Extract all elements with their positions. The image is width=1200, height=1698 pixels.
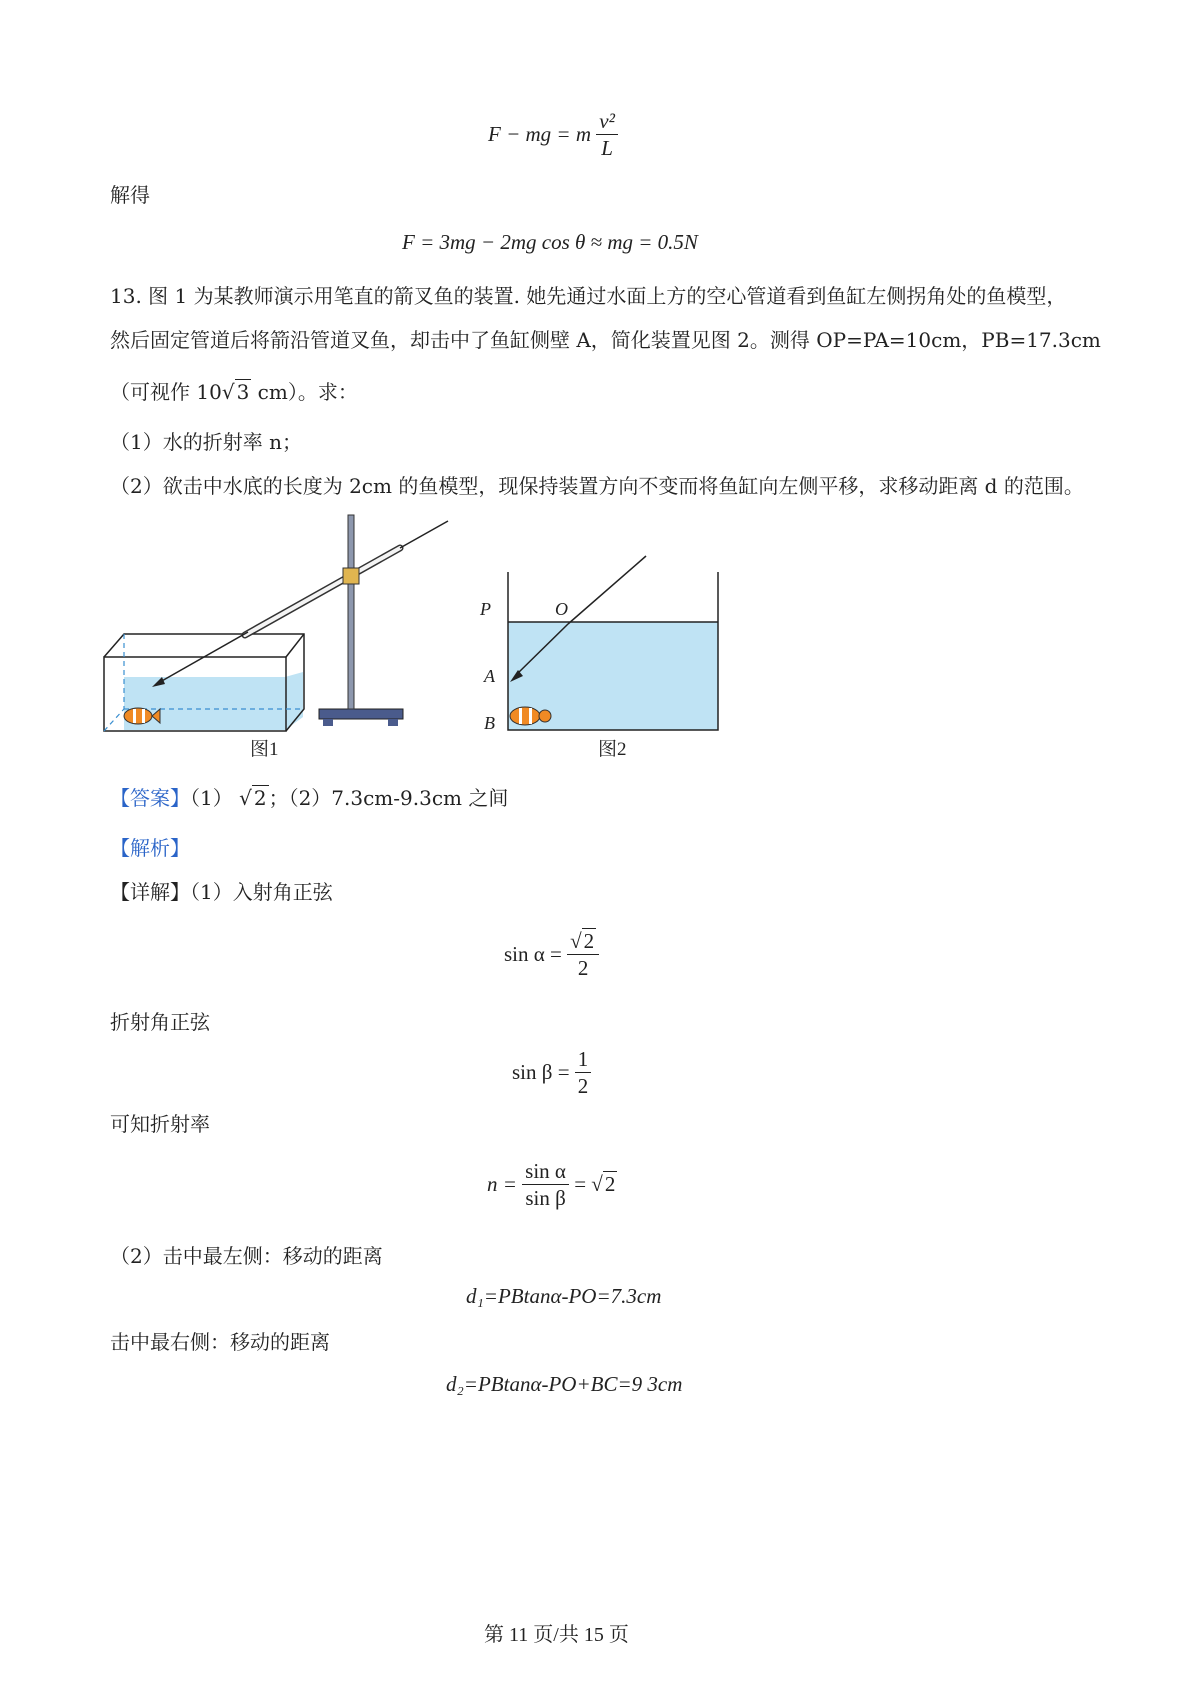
text-jiede: 解得 <box>110 183 150 207</box>
text-know-n: 可知折射率 <box>110 1112 210 1136</box>
text-refraction-sine: 折射角正弦 <box>110 1010 210 1034</box>
sqrt-radicand: 3 <box>236 380 250 404</box>
figure-apparatus <box>0 512 1200 772</box>
problem-line-2: 然后固定管道后将箭沿管道叉鱼，却击中了鱼缸侧壁 A，简化装置见图 2。测得 OP=PA=10cm，PB=17.3cm <box>110 328 1101 352</box>
label-B: B <box>484 713 495 733</box>
sin-alpha-radicand: 2 <box>583 929 595 953</box>
sin-beta-denominator: 2 <box>577 1074 589 1098</box>
n-fraction <box>522 1158 569 1211</box>
problem-coefficient: 10 <box>196 380 222 404</box>
fish-model-fig2 <box>510 707 551 725</box>
problem-line-3 <box>110 378 358 406</box>
problem-line-3-pre: （可视作 <box>110 380 190 404</box>
analysis-tag: 【解析】 <box>110 836 190 860</box>
fraction-numerator: v² <box>596 108 618 135</box>
equation-force: F = 3mg − 2mg cos θ ≈ mg = 0.5N <box>402 230 698 254</box>
answer-line <box>110 784 508 812</box>
text-part2-right: 击中最右侧：移动的距离 <box>110 1330 330 1354</box>
sqrt-symbol: √ 3 <box>221 380 250 404</box>
equation-lhs: F − mg = m <box>488 122 592 146</box>
sin-alpha-numerator: √2 <box>567 928 599 955</box>
n-sqrt: √2 <box>591 1172 616 1196</box>
equation-fraction <box>596 108 618 161</box>
sin-beta-numerator: 1 <box>575 1046 592 1073</box>
page-footer: 第 11 页/共 15 页 <box>484 1624 629 1646</box>
sin-beta-fraction <box>575 1046 592 1099</box>
n-denominator: sin β <box>525 1186 566 1210</box>
sin-alpha-fraction <box>567 928 599 981</box>
fig2-caption: 图2 <box>598 739 627 760</box>
answer-radicand: 2 <box>253 786 267 810</box>
text-part2-left: （2）击中最左侧：移动的距离 <box>110 1244 383 1268</box>
equation-n <box>487 1158 617 1211</box>
answer-tag: 【答案】 <box>110 786 190 810</box>
sin-alpha-denominator: 2 <box>577 956 589 980</box>
detail-line <box>110 878 333 906</box>
fraction-denominator: L <box>601 136 613 160</box>
sin-beta-lhs: sin β = <box>512 1060 570 1084</box>
n-equals: = <box>574 1172 587 1196</box>
label-O: O <box>555 599 568 619</box>
problem-line-1: 13. 图 1 为某教师演示用笔直的箭叉鱼的装置. 她先通过水面上方的空心管道看到鱼缸左侧拐角处的鱼模型， <box>110 284 1067 308</box>
n-radicand: 2 <box>604 1172 616 1196</box>
answer-sqrt: √ 2 <box>239 786 267 810</box>
question-1: （1）水的折射率 n； <box>110 430 302 454</box>
answer-part2: ；（2）7.3cm-9.3cm 之间 <box>268 786 509 810</box>
n-lhs: n = <box>487 1172 517 1196</box>
detail-text: （1）入射角正弦 <box>190 880 333 904</box>
fig1-caption: 图1 <box>250 739 279 760</box>
equation-d1: d₁=PBtanα-PO=7.3cm <box>466 1284 662 1308</box>
question-2: （2）欲击中水底的长度为 2cm 的鱼模型，现保持装置方向不变而将鱼缸向左侧平移，求移动距离 d 的范围。 <box>110 474 1084 498</box>
label-P: P <box>480 599 491 619</box>
detail-tag: 【详解】 <box>110 880 190 904</box>
problem-line-3-post: cm）。求： <box>257 380 358 404</box>
equation-sin-beta <box>512 1046 591 1099</box>
equation-centripetal <box>488 108 618 161</box>
n-numerator: sin α <box>522 1158 569 1185</box>
label-A: A <box>484 666 495 686</box>
sin-alpha-lhs: sin α = <box>504 942 562 966</box>
answer-part1: （1） <box>190 786 233 810</box>
equation-d2: d₂=PBtanα-PO+BC=9 3cm <box>446 1372 683 1396</box>
equation-sin-alpha <box>504 928 599 981</box>
